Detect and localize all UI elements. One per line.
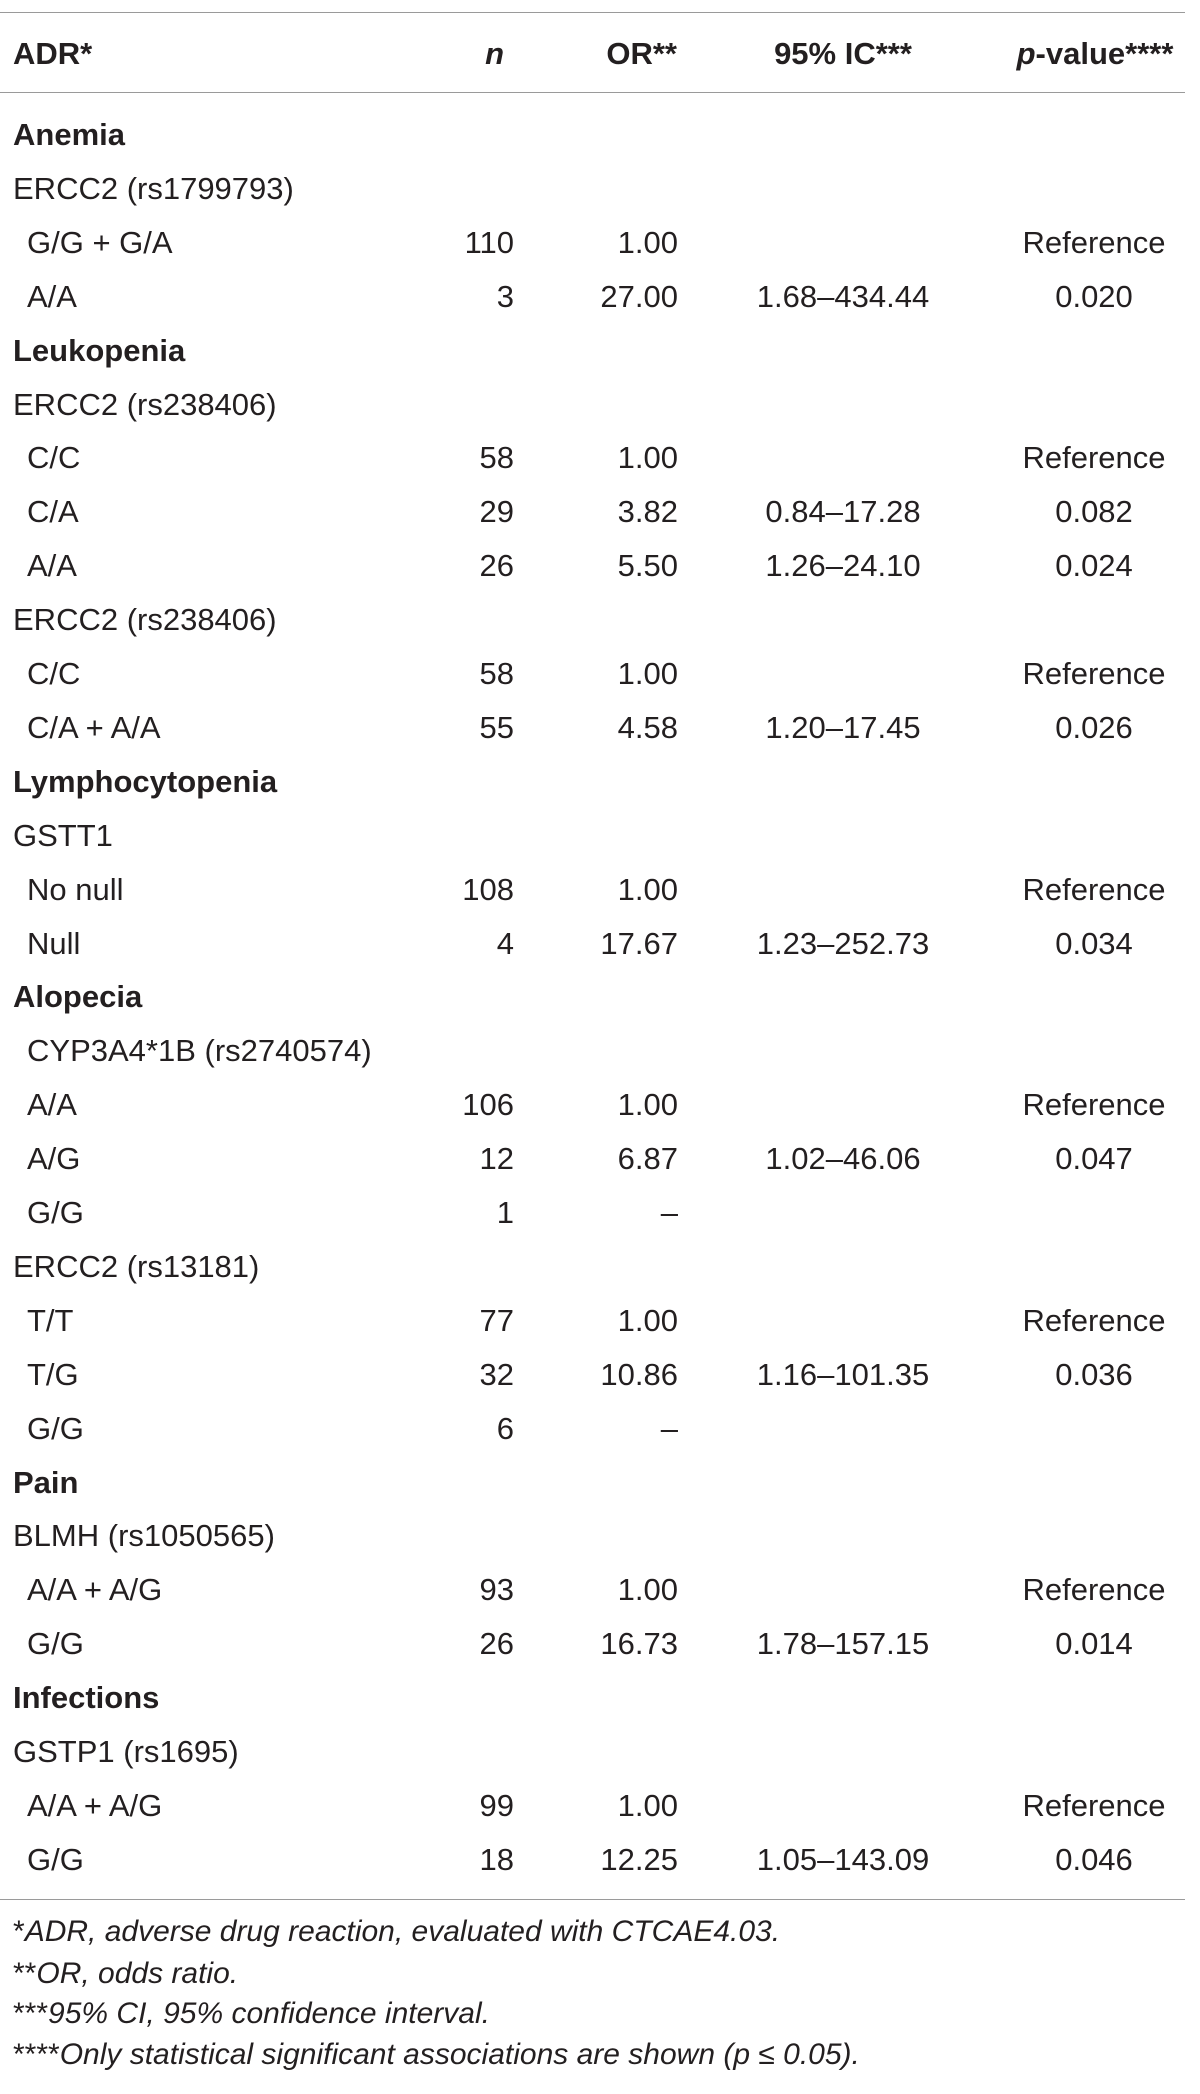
genotype-label: C/C: [27, 656, 81, 691]
n-cell: 58: [479, 656, 514, 691]
genotype-label: Null: [27, 925, 81, 961]
or-cell: 1.00: [617, 224, 678, 260]
or-cell: 12.25: [600, 1841, 678, 1877]
or-cell: 1.00: [617, 871, 678, 907]
or-cell: 1.00: [617, 1572, 678, 1608]
genotype-label: A/A: [27, 548, 77, 584]
p-value-cell: Reference: [1022, 1787, 1166, 1823]
genotype-label: No null: [27, 871, 124, 907]
footnote: [13, 1954, 238, 1994]
header-p-italic: p: [1016, 36, 1036, 71]
genotype-label: A/A + A/G: [27, 1572, 163, 1608]
table-row: [0, 1348, 1200, 1402]
or-cell: 1.00: [617, 1787, 678, 1823]
genotype-label: T/G: [27, 1356, 79, 1392]
gene-row: [0, 378, 1200, 432]
n-cell: 108: [462, 871, 514, 907]
n-cell: 26: [479, 1626, 514, 1662]
genotype-label: A/A + A/G: [27, 1787, 163, 1823]
ci-cell: 1.68–434.44: [756, 278, 930, 314]
category-row: [0, 755, 1200, 809]
gene-row: [0, 1024, 1200, 1078]
ci-cell: 1.16–101.35: [756, 1356, 930, 1392]
or-cell: 17.67: [600, 925, 678, 961]
footnote-text: 95% CI, 95% confidence interval.: [48, 1997, 490, 2030]
genotype-label: G/G + G/A: [27, 224, 173, 260]
gene-label: ERCC2 (rs238406): [13, 386, 277, 422]
category-row: [0, 1671, 1200, 1725]
or-cell: 6.87: [617, 1141, 678, 1177]
table-row: [0, 1779, 1200, 1833]
header-n: n: [485, 36, 504, 71]
footnote-marker: **: [13, 1957, 37, 1990]
n-cell: 99: [479, 1787, 514, 1823]
genotype-label: C/A + A/A: [27, 709, 161, 745]
header-or: OR**: [606, 36, 677, 71]
table-row: [0, 216, 1200, 270]
or-cell: 10.86: [600, 1356, 678, 1392]
or-cell: 1.00: [617, 1302, 678, 1338]
gene-row: [0, 593, 1200, 647]
category-label: Lymphocytopenia: [13, 763, 278, 799]
gene-label: ERCC2 (rs13181): [13, 1248, 260, 1284]
table-row: [0, 1078, 1200, 1132]
n-cell: 3: [496, 278, 514, 314]
ci-cell: 0.84–17.28: [765, 494, 921, 530]
table-row: [0, 431, 1200, 485]
table-row: [0, 1833, 1200, 1887]
or-cell: 4.58: [617, 709, 678, 745]
footnote: [13, 2035, 860, 2075]
ci-cell: 1.02–46.06: [765, 1141, 921, 1177]
footnote-marker: ****: [13, 2038, 60, 2071]
table-row: [0, 485, 1200, 539]
genotype-label: G/G: [27, 1195, 84, 1230]
category-label: Pain: [13, 1464, 79, 1500]
n-cell: 1: [496, 1195, 514, 1230]
ci-cell: 1.05–143.09: [756, 1841, 930, 1877]
or-cell: 3.82: [617, 494, 678, 530]
n-cell: 77: [479, 1302, 514, 1338]
p-value-cell: Reference: [1022, 224, 1166, 260]
p-value-cell: 0.036: [1055, 1356, 1133, 1392]
gene-row: [0, 809, 1200, 863]
gene-row: [0, 1240, 1200, 1294]
n-cell: 93: [479, 1572, 514, 1608]
genotype-label: G/G: [27, 1626, 84, 1662]
table-row: [0, 1617, 1200, 1671]
p-value-cell: Reference: [1022, 871, 1166, 907]
footnote-marker: *: [13, 1915, 25, 1948]
p-value-cell: 0.014: [1055, 1626, 1133, 1662]
ci-cell: 1.26–24.10: [765, 548, 921, 584]
category-row: [0, 108, 1200, 162]
n-cell: 4: [496, 925, 514, 961]
footnote-marker: ***: [13, 1997, 49, 2030]
gene-label: GSTP1 (rs1695): [13, 1734, 239, 1769]
table-header-rule: [0, 92, 1185, 93]
or-cell: –: [660, 1410, 678, 1446]
table-bottom-rule: [0, 1899, 1185, 1900]
or-cell: 27.00: [600, 278, 678, 314]
n-cell: 12: [479, 1141, 514, 1177]
footnote-text: ADR, adverse drug reaction, evaluated with CTCAE4.03.: [24, 1915, 781, 1948]
p-value-cell: Reference: [1022, 1302, 1166, 1338]
genotype-label: A/G: [27, 1141, 81, 1177]
genotype-label: C/C: [27, 440, 81, 476]
p-value-cell: 0.034: [1055, 925, 1133, 961]
table-row: [0, 270, 1200, 324]
n-cell: 58: [479, 440, 514, 476]
table-row: [0, 1186, 1200, 1240]
genotype-label: G/G: [27, 1410, 84, 1446]
or-cell: 5.50: [617, 548, 678, 584]
header-ci: 95% IC***: [774, 36, 912, 71]
p-value-cell: Reference: [1022, 1087, 1166, 1123]
category-label: Leukopenia: [13, 332, 186, 368]
gene-row: [0, 1725, 1200, 1779]
n-cell: 110: [464, 224, 514, 260]
category-row: [0, 970, 1200, 1024]
header-adr: ADR*: [13, 36, 93, 71]
p-value-cell: 0.082: [1055, 494, 1133, 530]
table-row: [0, 1402, 1200, 1456]
genotype-label: A/A: [27, 278, 77, 314]
table-row: [0, 1294, 1200, 1348]
p-value-cell: 0.047: [1055, 1141, 1133, 1177]
or-cell: 1.00: [617, 656, 678, 691]
category-row: [0, 324, 1200, 378]
footnote: [13, 1912, 780, 1952]
gene-label: GSTT1: [13, 817, 113, 853]
category-label: Infections: [13, 1680, 160, 1716]
table-row: [0, 917, 1200, 971]
table-row: [0, 863, 1200, 917]
n-cell: 55: [479, 709, 514, 745]
gene-label: BLMH (rs1050565): [13, 1518, 275, 1554]
p-value-cell: 0.046: [1055, 1841, 1133, 1877]
table-row: [0, 1563, 1200, 1617]
genotype-label: C/A: [27, 494, 79, 530]
n-cell: 6: [496, 1410, 514, 1446]
footnote: [13, 1994, 490, 2034]
n-cell: 32: [479, 1356, 514, 1392]
category-label: Anemia: [13, 117, 125, 152]
or-cell: –: [660, 1195, 678, 1230]
table-top-rule: [0, 12, 1185, 13]
or-cell: 16.73: [600, 1626, 678, 1662]
ci-cell: 1.20–17.45: [765, 709, 921, 745]
gene-label: ERCC2 (rs238406): [13, 602, 277, 638]
table-row: [0, 539, 1200, 593]
ci-cell: 1.23–252.73: [756, 925, 930, 961]
n-cell: 18: [479, 1841, 514, 1877]
gene-label: ERCC2 (rs1799793): [13, 170, 294, 206]
category-row: [0, 1456, 1200, 1510]
p-value-cell: Reference: [1022, 440, 1166, 476]
table-header-row: [0, 27, 1200, 81]
n-cell: 29: [479, 494, 514, 530]
n-cell: 26: [479, 548, 514, 584]
p-value-cell: 0.026: [1055, 709, 1133, 745]
genotype-label: A/A: [27, 1087, 77, 1123]
footnote-text: Only statistical significant associations are shown (p ≤ 0.05).: [59, 2038, 860, 2071]
gene-row: [0, 1509, 1200, 1563]
p-value-cell: Reference: [1022, 656, 1166, 691]
table-row: [0, 647, 1200, 701]
header-p-value: [1017, 27, 1174, 81]
p-value-cell: 0.024: [1055, 548, 1133, 584]
category-label: Alopecia: [13, 979, 143, 1015]
gene-label: CYP3A4*1B (rs2740574): [27, 1033, 372, 1069]
table-row: [0, 701, 1200, 755]
p-value-cell: Reference: [1022, 1572, 1166, 1608]
table-row: [0, 1132, 1200, 1186]
or-cell: 1.00: [617, 440, 678, 476]
gene-row: [0, 162, 1200, 216]
ci-cell: 1.78–157.15: [756, 1626, 930, 1662]
genotype-label: G/G: [27, 1841, 84, 1877]
n-cell: 106: [462, 1087, 514, 1123]
p-value-cell: 0.020: [1055, 278, 1133, 314]
or-cell: 1.00: [617, 1087, 678, 1123]
genotype-label: T/T: [27, 1302, 74, 1338]
footnote-text: OR, odds ratio.: [36, 1957, 239, 1990]
header-p-rest: -value****: [1035, 36, 1174, 71]
